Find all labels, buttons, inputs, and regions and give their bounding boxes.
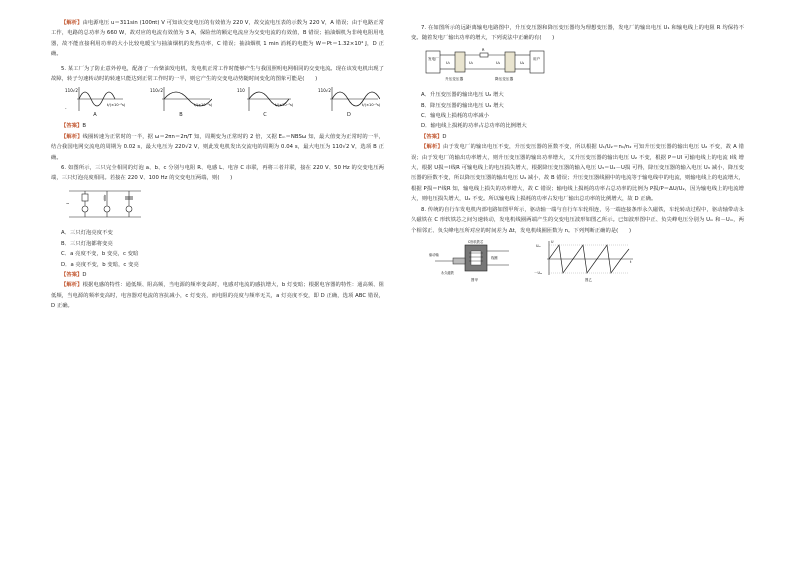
svg-text:110: 110 (237, 88, 245, 94)
right-column (411, 23, 744, 286)
wave-option-a[interactable] (65, 86, 125, 119)
explain-q5: 【解析】线圈转速为正常时的一半，据 ω＝2πn＝2π/T 知，周期变为正常时的 2 倍，又据 Eₘ＝NBSω 知，最大值变为正常时的一半，结合我国电网交流电的周期为 0.02 s，最大电压为 220√2 V，则此发电机发出交流电的周期为 0.04 s，最大电压为 110√2 V，选项 B 正确。 (51, 133, 384, 161)
svg-text:U: U (551, 239, 554, 244)
wave-option-letter: A (93, 112, 97, 119)
left-column (51, 18, 384, 312)
question-8: 8. 传统的自行车发电机内部电路如图甲所示，驱动轴一端与自行车车轮相连，另一端连接条形永久磁铁，车轮转动过程中，驱动轴带动永久磁铁在 C 形软铁芯之间匀速转动，发电机线圈两端产生的交变电压波形如图乙所示。已知波形图中正、负尖峰电压分别为 Uₘ 和－Uₘ，两个相邻正、负尖峰电压所对应的时间差为 Δt，发电机线圈匝数为 n。下列判断正确的是( ) (411, 206, 744, 234)
svg-text:R: R (482, 47, 485, 52)
svg-text:U₄: U₄ (520, 60, 525, 65)
lamp-circuit-diagram (65, 187, 145, 221)
q7-option-b[interactable]: B．降压变压器的输出电压 U₄ 增大 (421, 102, 504, 109)
wave-graph-d (318, 86, 380, 112)
svg-text:t/(×10⁻²s): t/(×10⁻²s) (362, 103, 380, 108)
svg-text:110√2: 110√2 (150, 88, 163, 94)
svg-text:t/(×10⁻²s): t/(×10⁻²s) (107, 103, 125, 108)
svg-text:t/(×10⁻²s): t/(×10⁻²s) (275, 103, 293, 108)
svg-text:升压变压器: 升压变压器 (445, 76, 464, 81)
svg-text:－Uₘ: －Uₘ (534, 270, 543, 275)
q7-option-c[interactable]: C．输电线上损耗的功率减小 (421, 113, 489, 120)
svg-text:线圈: 线圈 (491, 255, 498, 260)
transmission-circuit-diagram (425, 47, 545, 83)
q6-circuit-figure (65, 187, 384, 225)
svg-text:U₂: U₂ (469, 60, 474, 65)
question-5: 5. 某工厂为了防止意外停电，配备了一台柴油发电机，发电机正常工作时能够产生与我国照明电网相同的交变电流。现在该发电机出现了故障，转子匀速转动时的转速只能达到正常工作时的一半，则它产生的交变电动势随时间变化的图象可能是( ) (51, 65, 384, 83)
question-6: 6. 如图所示，三只完全相同的灯泡 a、b、c 分别与电阻 R、电感 L、电容 C 串联，再将三者并联，接在 220 V、50 Hz 的交变电压两端，三只灯泡亮度相同。若接在 220 V、100 Hz 的交变电压两端，则( ) (51, 165, 384, 182)
svg-text:驱动轴: 驱动轴 (429, 252, 439, 257)
generator-waveform-b (533, 239, 637, 283)
q6-option-d[interactable]: D．a 亮度不变，b 变暗，c 变亮 (61, 261, 139, 268)
wave-option-d[interactable] (318, 86, 380, 119)
generator-diagram-a (425, 239, 523, 283)
svg-text:110√2: 110√2 (318, 88, 331, 94)
svg-text:t: t (630, 259, 632, 264)
svg-text:图乙: 图乙 (585, 277, 592, 282)
svg-text:发电厂: 发电厂 (428, 56, 439, 61)
wave-graph-b (150, 86, 212, 112)
wave-option-letter: C (263, 112, 267, 119)
wave-graph-a (65, 86, 125, 112)
svg-text:Uₘ: Uₘ (536, 243, 541, 248)
explain-q6: 【解析】根据电感的特性：通低频、阻高频，当电源的频率变高时，电感对电流的感抗增大，b 灯变暗；根据电容器的特性：通高频、阻低频，当电源的频率变高时，电容器对电流的容抗减小，c 灯变亮，而电阻的亮度与频率无关，a 灯亮度不变，即 D 正确，选项 ABC 错误，D 正确。 (51, 282, 385, 310)
wave-option-c[interactable] (237, 86, 293, 119)
wave-option-b[interactable] (150, 86, 212, 119)
svg-text:C形软铁芯: C形软铁芯 (468, 239, 484, 244)
answer-q5: 【答案】B (61, 123, 87, 130)
q7-option-d[interactable]: D．输电线上损耗的功率占总功率的比例增大 (421, 123, 527, 130)
explain-q4: 【解析】由电源电压 u＝311sin (100πt) V 可知该交变电压的有效值为 220 V，故交流电压表的示数为 220 V，A 错误；由于电路正常工作，电路的总功率为 660 W，故对应的电流有效值为 3 A，保险丝的额定电流应为交变电流的有效值，B 错误；抽油烟机为非纯电阻用电器，故不能直接利用功率的大小比较电暖宝与抽油烟机的发热功率，C 错误；抽油烟机 1 min 消耗的电能为 W＝Pt＝1.32×10⁴ J，D 正确。 (51, 20, 384, 58)
svg-text:图甲: 图甲 (471, 277, 478, 282)
svg-text:110√2: 110√2 (65, 88, 78, 94)
svg-text:降压变压器: 降压变压器 (495, 76, 514, 81)
svg-text:t/(×10⁻²s): t/(×10⁻²s) (194, 103, 212, 108)
q8-generator-figures (425, 239, 744, 283)
svg-text:U₃: U₃ (496, 60, 501, 65)
q6-option-b[interactable]: B．三只灯泡都将变亮 (61, 240, 113, 247)
q6-option-a[interactable]: A．三只灯泡亮度不变 (61, 230, 113, 237)
q5-wave-options (51, 84, 384, 121)
svg-text:~: ~ (66, 200, 70, 206)
q6-option-c[interactable]: C．a 亮度不变，b 变亮，c 变暗 (61, 251, 139, 258)
q7-transmission-figure (425, 47, 744, 87)
answer-q7: 【答案】D (421, 133, 447, 140)
svg-text:U₁: U₁ (446, 60, 451, 65)
svg-text:用户: 用户 (533, 56, 541, 61)
svg-text:永久磁铁: 永久磁铁 (441, 270, 454, 275)
explain-q7: 【解析】由于发电厂的输出电压不变，升压变压器的匝数不变，所以根据 U₁/U₂＝n₁/n₂ 可知升压变压器的输出电压 U₂ 不变，故 A 错误；由于发电厂的输出功率增大，则升压变压器的输出功率增大，又升压变压器的输出电压 U₂ 不变，根据 P＝UI 可输电线上的电流 I线 增大，根据 U损＝I线R 可输电线上的电压损失增大，根据降压变压器的输入电压 U₃＝U₂－U损 可得，降压变压器的输入电压 U₃ 减小，降压变压器的匝数不变，所以降压变压器的输出电压 U₄ 减小，故 B 错误；升压变压器线圈中的电流等于输电线中的电流，则输电线上的电流增大，根据 P损＝I²线R 知，输电线上损失的功率增大，故 C 错误；输电线上损耗的功率占总功率的比例为 P损/P＝ΔU/U₂，因为输电线上的电流增大，则电压损失增大，U₂ 不变。所以输电线上损耗的功率占发电厂输出总功率的比例增大，故 D 正确。 (411, 144, 745, 203)
wave-graph-c (237, 86, 293, 112)
wave-option-letter: B (179, 112, 183, 119)
q7-option-a[interactable]: A．升压变压器的输出电压 U₂ 增大 (421, 92, 504, 99)
wave-option-letter: D (347, 112, 351, 119)
question-7: 7. 在如图所示的远距离输电电路图中，升压变压器和降压变压器均为理想变压器，发电厂的输出电压 U₁ 和输电线上的电阻 R 均保持不变。随着发电厂输出功率的增大，下列说法中正确的有( ) (411, 25, 744, 42)
answer-q6: 【答案】D (61, 271, 87, 278)
explain-tag: 【解析】 (61, 20, 83, 26)
svg-text:-: - (65, 106, 67, 112)
